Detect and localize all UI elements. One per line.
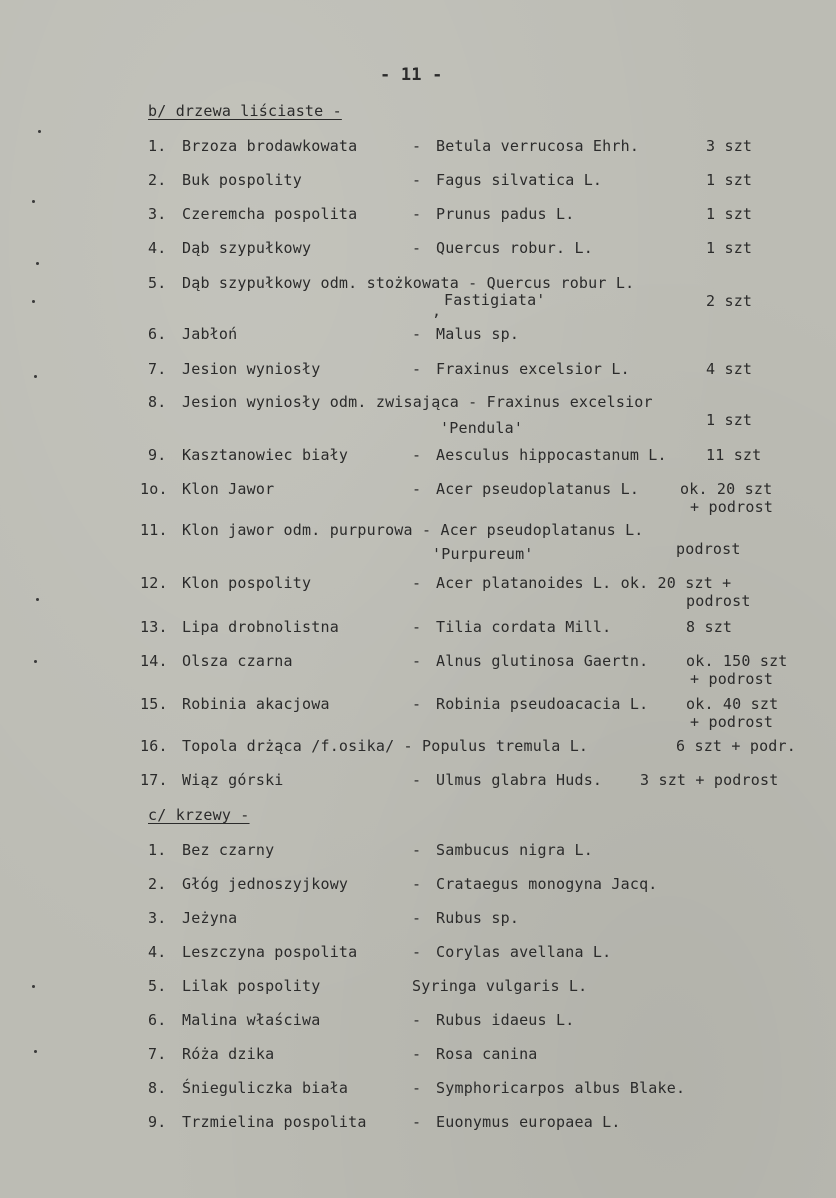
latin-name: Rubus sp. [436, 909, 520, 927]
common-name: Lilak pospolity [182, 977, 321, 995]
dash: - [412, 446, 422, 464]
latin-name: Quercus robur. L. [436, 239, 593, 257]
common-name: Jesion wyniosły odm. zwisająca - Fraxinus excelsior [182, 393, 653, 411]
common-name: Trzmielina pospolita [182, 1113, 367, 1131]
count: 11 szt [706, 446, 762, 464]
latin-name: Aesculus hippocastanum L. [436, 446, 667, 464]
punch-mark [32, 985, 35, 988]
row-number: 6. [148, 325, 167, 343]
punch-mark [36, 262, 39, 265]
count: 1 szt [706, 171, 753, 189]
punch-mark [32, 300, 35, 303]
count-cont: podrost [686, 592, 751, 610]
row-number: 1. [148, 137, 167, 155]
dash: - [412, 652, 422, 670]
latin-name: Crataegus monogyna Jacq. [436, 875, 658, 893]
latin-name-cont: 'Purpureum' [432, 545, 534, 563]
dash: - [412, 875, 422, 893]
latin-name: Fraxinus excelsior L. [436, 360, 630, 378]
count: 2 szt [706, 292, 753, 310]
latin-name: Acer platanoides L. ok. 20 szt + [436, 574, 732, 592]
dash: - [412, 1113, 422, 1131]
latin-name: Tilia cordata Mill. [436, 618, 612, 636]
common-name: Śnieguliczka biała [182, 1079, 349, 1097]
dash: - [412, 943, 422, 961]
latin-name: Robinia pseudoacacia L. [436, 695, 649, 713]
count: 1 szt [706, 411, 753, 429]
dash: - [412, 841, 422, 859]
common-name: Klon Jawor [182, 480, 275, 498]
punch-mark [32, 200, 35, 203]
latin-name-cont: 'Pendula' [440, 419, 524, 437]
dash: - [412, 205, 422, 223]
common-name: Malina właściwa [182, 1011, 321, 1029]
common-name: Leszczyna pospolita [182, 943, 358, 961]
row-number: 2. [148, 875, 167, 893]
row-number: 1. [148, 841, 167, 859]
common-name: Róża dzika [182, 1045, 275, 1063]
row-number: 13. [140, 618, 168, 636]
latin-name: Rubus idaeus L. [436, 1011, 575, 1029]
count-cont: + podrost [690, 670, 774, 688]
latin-name: Sambucus nigra L. [436, 841, 593, 859]
row-number: 17. [140, 771, 168, 789]
row-number: 2. [148, 171, 167, 189]
latin-name: Prunus padus L. [436, 205, 575, 223]
row-number: 14. [140, 652, 168, 670]
latin-name: Fagus silvatica L. [436, 171, 603, 189]
common-name: Klon jawor odm. purpurowa - Acer pseudoplatanus L. [182, 521, 644, 539]
count: podrost [676, 540, 741, 558]
latin-name: Corylas avellana L. [436, 943, 612, 961]
row-number: 8. [148, 393, 167, 411]
page-number: - 11 - [380, 65, 443, 85]
row-number: 11. [140, 521, 168, 539]
latin-name-cont: Fastigiata' [444, 291, 546, 309]
row-number: 6. [148, 1011, 167, 1029]
common-name: Bez czarny [182, 841, 275, 859]
row-number: 15. [140, 695, 168, 713]
row-number: 7. [148, 360, 167, 378]
count-cont: + podrost [690, 498, 774, 516]
row-number: 5. [148, 977, 167, 995]
row-number: 4. [148, 239, 167, 257]
dash: - [412, 909, 422, 927]
count: 1 szt [706, 205, 753, 223]
row-number: 16. [140, 737, 168, 755]
common-name: Lipa drobnolistna [182, 618, 339, 636]
count: ok. 150 szt [686, 652, 788, 670]
row-number: 8. [148, 1079, 167, 1097]
row-number: 4. [148, 943, 167, 961]
row-number: 9. [148, 446, 167, 464]
latin-name: Malus sp. [436, 325, 520, 343]
section-b-heading: b/ drzewa liściaste - [148, 102, 342, 120]
common-name: Jeżyna [182, 909, 238, 927]
dash: - [412, 574, 422, 592]
latin-name: Rosa canina [436, 1045, 538, 1063]
common-name: Kasztanowiec biały [182, 446, 349, 464]
common-name: Głóg jednoszyjkowy [182, 875, 349, 893]
count: 3 szt [706, 137, 753, 155]
row-number: 7. [148, 1045, 167, 1063]
common-name: Dąb szypułkowy [182, 239, 312, 257]
latin-name: Ulmus glabra Huds. [436, 771, 603, 789]
common-name: Brzoza brodawkowata [182, 137, 358, 155]
row-number: 9. [148, 1113, 167, 1131]
count: 3 szt + podrost [640, 771, 779, 789]
dash: - [412, 1079, 422, 1097]
dash: - [412, 239, 422, 257]
dash: - [412, 1045, 422, 1063]
section-c-heading: c/ krzewy - [148, 806, 250, 824]
dash: - [412, 771, 422, 789]
row-number: 12. [140, 574, 168, 592]
count: 6 szt + podr. [676, 737, 796, 755]
dash: - [412, 171, 422, 189]
dash: - [412, 137, 422, 155]
count: 4 szt [706, 360, 753, 378]
dash: - [412, 325, 422, 343]
common-name: Topola drżąca /f.osika/ - Populus tremula L. [182, 737, 589, 755]
row-number: 5. [148, 274, 167, 292]
common-name: Jesion wyniosły [182, 360, 321, 378]
common-name: Buk pospolity [182, 171, 302, 189]
row-number: 3. [148, 909, 167, 927]
common-name: Czeremcha pospolita [182, 205, 358, 223]
latin-name: Euonymus europaea L. [436, 1113, 621, 1131]
count: 8 szt [686, 618, 733, 636]
dash: - [412, 1011, 422, 1029]
latin-name: Acer pseudoplatanus L. [436, 480, 640, 498]
count-cont: + podrost [690, 713, 774, 731]
dash: - [412, 695, 422, 713]
punch-mark [34, 375, 37, 378]
row-number: 3. [148, 205, 167, 223]
common-name: Dąb szypułkowy odm. stożkowata - Quercus robur L. [182, 274, 635, 292]
dash: - [412, 360, 422, 378]
punch-mark [38, 130, 41, 133]
common-name: Klon pospolity [182, 574, 312, 592]
punch-mark [34, 660, 37, 663]
punch-mark [36, 598, 39, 601]
row-number: 1o. [140, 480, 168, 498]
common-name: Olsza czarna [182, 652, 293, 670]
latin-name: Syringa vulgaris L. [412, 977, 588, 995]
punch-mark [34, 1050, 37, 1053]
common-name: Jabłoń [182, 325, 238, 343]
mark: , [432, 302, 442, 320]
count: ok. 20 szt [680, 480, 773, 498]
count: 1 szt [706, 239, 753, 257]
dash: - [412, 618, 422, 636]
count: ok. 40 szt [686, 695, 779, 713]
dash: - [412, 480, 422, 498]
latin-name: Symphoricarpos albus Blake. [436, 1079, 686, 1097]
latin-name: Betula verrucosa Ehrh. [436, 137, 640, 155]
common-name: Robinia akacjowa [182, 695, 330, 713]
common-name: Wiąz górski [182, 771, 284, 789]
latin-name: Alnus glutinosa Gaertn. [436, 652, 649, 670]
